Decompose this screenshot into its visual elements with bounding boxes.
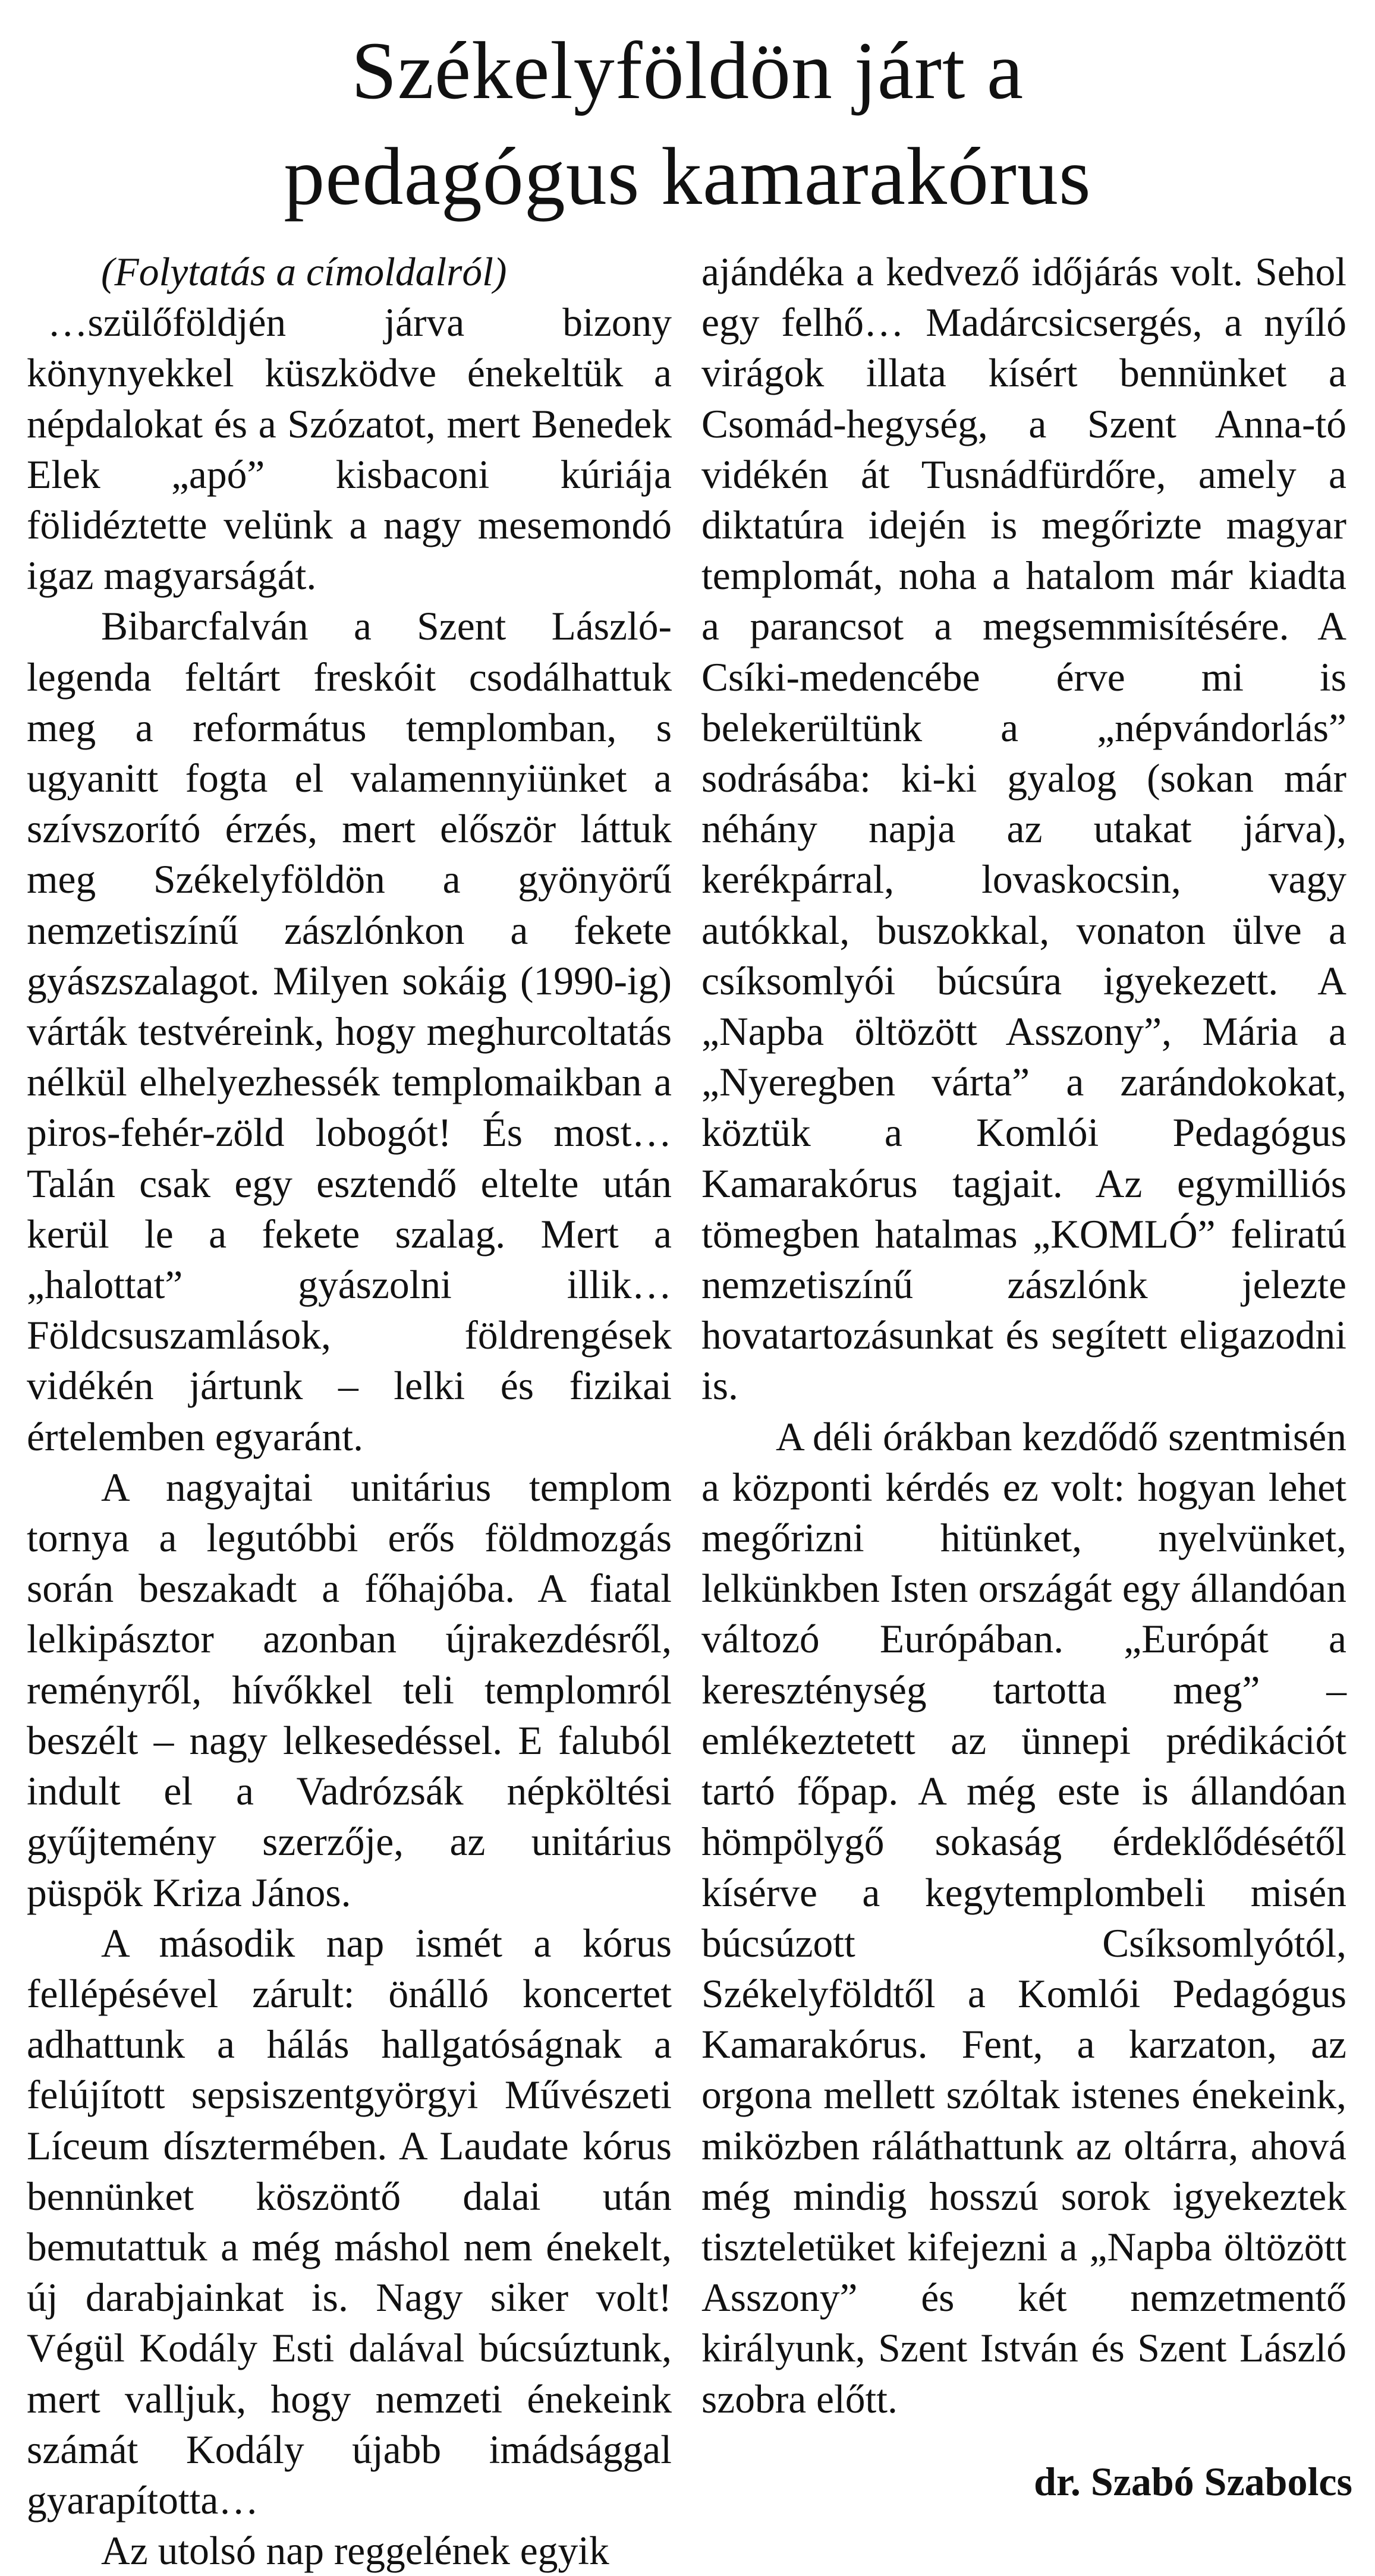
left-column — [27, 247, 672, 2576]
headline-line-1: Székelyföldön járt a — [351, 25, 1024, 116]
paragraph: A második nap ismét a kórus fellépésével zárult: önálló koncertet adhattunk a hálás hallgatóságnak a felújított sepsiszentgyörgyi Művészeti Líceum dísztermében. A Laudate kórus bennünket köszöntő dalai után bemutattuk a még máshol nem énekelt, új darabjainkat is. Nagy siker volt! Végül Kodály Esti dalával búcsúztunk, mert valljuk, hogy nemzeti énekeink számát Kodály újabb imádsággal gyarapította… — [27, 1920, 672, 2523]
paragraph: Az utolsó nap reggelének egyik — [101, 2528, 609, 2574]
right-column — [701, 247, 1346, 2424]
author-signature: dr. Szabó Szabolcs — [1034, 2459, 1352, 2504]
paragraph: Bibarcfalván a Szent László-legenda feltárt freskóit csodálhattuk meg a református templomban, s ugyanitt fogta el valamennyiünket a szívszorító érzés, mert először láttuk meg Székelyföldön a gyönyörű nemzetiszínű zászlónkon a fekete gyászszalagot. Milyen sokáig (1990-ig) várták testvéreink, hogy meghurcoltatás nélkül elhelyezhessék templomaikban a piros-fehér-zöld lobogót! És most… Talán csak egy esztendő eltelte után kerül le a fekete szalag. Mert a „halottat” gyászolni illik… Földcsuszamlások, földrengések vidékén jártunk – lelki és fizikai értelemben egyaránt. — [27, 604, 672, 1459]
continued-note: (Folytatás a címoldalról) — [101, 250, 507, 294]
article-headline — [0, 18, 1375, 229]
paragraph: A déli órákban kezdődő szentmisén a központi kérdés ez volt: hogyan lehet megőrizni hitünket, nyelvünket, lelkünkben Isten országát egy állandóan változó Európában. „Európát a kereszténység tartotta meg” – emlékeztetett az ünnepi prédikációt tartó főpap. A még este is állandóan hömpölygő sokaság érdeklődésétől kísérve a kegytemplombeli misén búcsúzott Csíksomlyótól, Székelyföldtől a Komlói Pedagógus Kamarakórus. Fent, a karzaton, az orgona mellett szóltak istenes énekeink, miközben ráláthattunk az oltárra, ahová még mindig hosszú sorok igyekeztek tiszteletüket kifejezni a „Napba öltözött Asszony” és két nemzetmentő királyunk, Szent István és Szent László szobra előtt. — [701, 1414, 1346, 2421]
paragraph: …szülőföldjén járva bizony könynyekkel küszködve énekeltük a népdalokat és a Szózatot, mert Benedek Elek „apó” kisbaconi kúriája fölidéztette velünk a nagy mesemondó igaz magyarságát. — [27, 300, 672, 599]
paragraph: ajándéka a kedvező időjárás volt. Sehol egy felhő… Madárcsicsergés, a nyíló virágok illata kísért bennünket a Csomád-hegység, a Szent Anna-tó vidékén át Tusnádfürdőre, amely a diktatúra idején is megőrizte magyar templomát, noha a hatalom már kiadta a parancsot a megsemmisítésére. A Csíki-medencébe érve mi is belekerültünk a „népvándorlás” sodrásába: ki-ki gyalog (sokan már néhány napja az utakat járva), kerékpárral, lovaskocsin, vagy autókkal, buszokkal, vonaton ülve a csíksomlyói búcsúra igyekezett. A „Napba öltözött Asszony”, Mária a „Nyeregben várta” a zarándokokat, köztük a Komlói Pedagógus Kamarakórus tagjait. Az egymilliós tömegben hatalmas „KOMLÓ” feliratú nemzetiszínű zászlónk jelezte hovatartozásunkat és segített eligazodni is. — [701, 250, 1346, 1409]
paragraph: A nagyajtai unitárius templom tornya a legutóbbi erős földmozgás során beszakadt a főhajóba. A fiatal lelkipásztor azonban újrakezdésről, reményről, hívőkkel teli templomról beszélt – nagy lelkesedéssel. E faluból indult el a Vadrózsák népköltési gyűjtemény szerzője, az unitárius püspök Kriza János. — [27, 1465, 672, 1915]
headline-line-2: pedagógus kamarakórus — [284, 131, 1091, 222]
